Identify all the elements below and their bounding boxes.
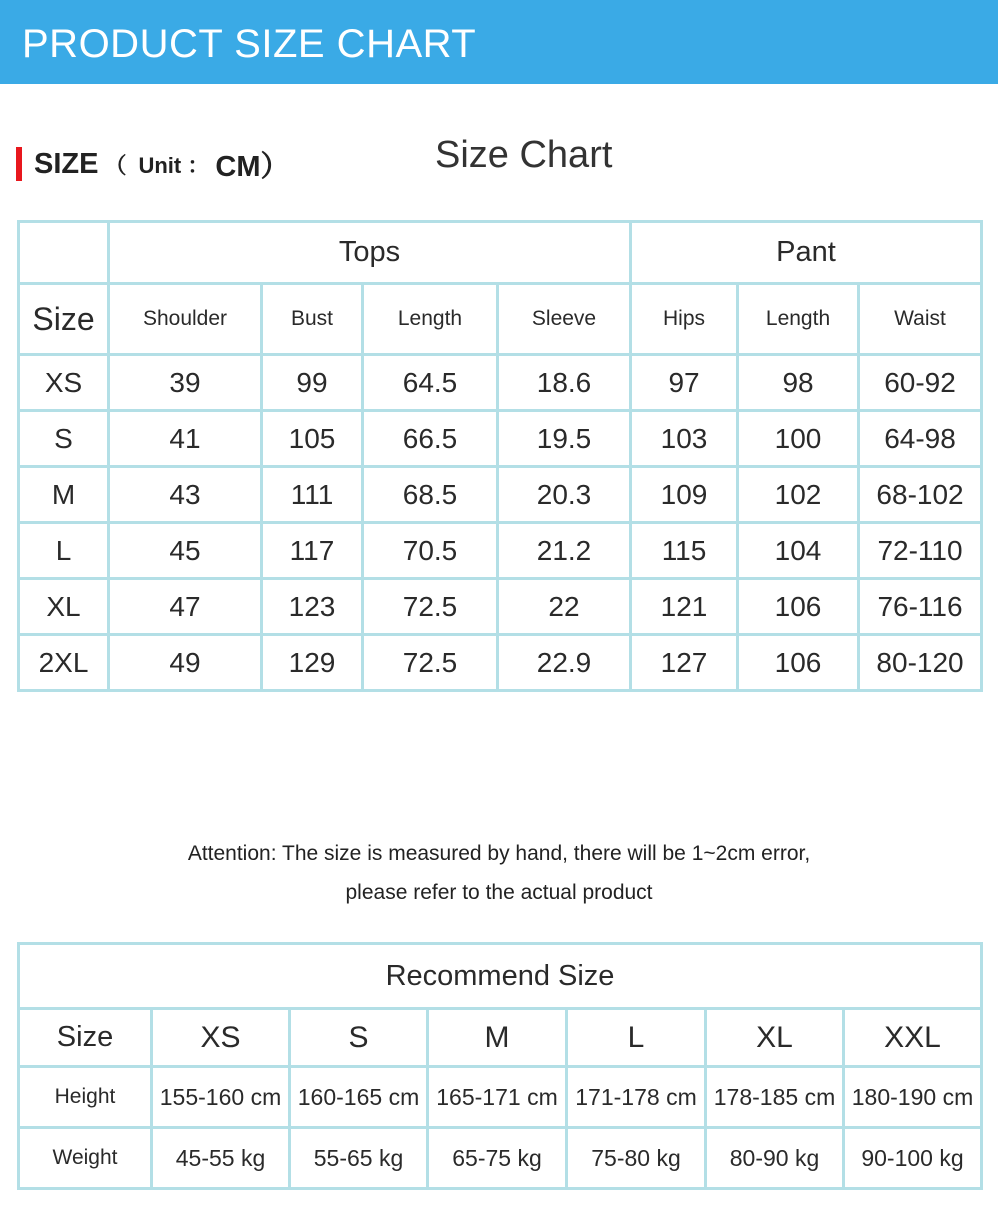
cell-shoulder: 43 xyxy=(109,467,262,523)
col-hips: Hips xyxy=(631,284,738,355)
cell-sleeve: 22 xyxy=(498,579,631,635)
rec-col-l: L xyxy=(567,1009,706,1067)
chart-title: Size Chart xyxy=(435,134,613,176)
cell-shoulder: 39 xyxy=(109,355,262,411)
height-row xyxy=(19,1067,982,1128)
cell-hips: 115 xyxy=(631,523,738,579)
table-row xyxy=(19,355,982,411)
weight-row xyxy=(19,1128,982,1189)
col-bust: Bust xyxy=(262,284,363,355)
col-shoulder: Shoulder xyxy=(109,284,262,355)
cell-shoulder: 47 xyxy=(109,579,262,635)
col-sleeve: Sleeve xyxy=(498,284,631,355)
height-cell: 160-165 cm xyxy=(290,1067,428,1128)
cell-size: M xyxy=(19,467,109,523)
group-pant: Pant xyxy=(631,222,982,284)
rec-col-size: Size xyxy=(19,1009,152,1067)
unit-open: （ xyxy=(104,152,127,178)
height-cell: 165-171 cm xyxy=(428,1067,567,1128)
cell-waist: 68-102 xyxy=(859,467,982,523)
cell-shoulder: 45 xyxy=(109,523,262,579)
group-tops: Tops xyxy=(109,222,631,284)
height-label: Height xyxy=(19,1067,152,1128)
cell-size: 2XL xyxy=(19,635,109,691)
rec-col-s: S xyxy=(290,1009,428,1067)
size-table xyxy=(17,220,983,692)
height-cell: 171-178 cm xyxy=(567,1067,706,1128)
weight-cell: 75-80 kg xyxy=(567,1128,706,1189)
cell-bust: 117 xyxy=(262,523,363,579)
rec-col-xl: XL xyxy=(706,1009,844,1067)
cell-hips: 127 xyxy=(631,635,738,691)
cell-top-length: 66.5 xyxy=(363,411,498,467)
banner-title: PRODUCT SIZE CHART xyxy=(22,22,477,66)
weight-label: Weight xyxy=(19,1128,152,1189)
cell-hips: 121 xyxy=(631,579,738,635)
cell-top-length: 64.5 xyxy=(363,355,498,411)
cell-shoulder: 41 xyxy=(109,411,262,467)
col-size: Size xyxy=(19,284,109,355)
cell-bust: 105 xyxy=(262,411,363,467)
cell-hips: 109 xyxy=(631,467,738,523)
cell-pant-length: 104 xyxy=(738,523,859,579)
cell-top-length: 72.5 xyxy=(363,635,498,691)
cell-top-length: 68.5 xyxy=(363,467,498,523)
height-cell: 180-190 cm xyxy=(844,1067,982,1128)
cell-waist: 76-116 xyxy=(859,579,982,635)
cell-size: S xyxy=(19,411,109,467)
col-top-length: Length xyxy=(363,284,498,355)
cell-top-length: 72.5 xyxy=(363,579,498,635)
cell-waist: 72-110 xyxy=(859,523,982,579)
cell-pant-length: 100 xyxy=(738,411,859,467)
unit-label: Unit ： xyxy=(138,152,210,178)
height-cell: 155-160 cm xyxy=(152,1067,290,1128)
cell-hips: 97 xyxy=(631,355,738,411)
column-header-row xyxy=(19,284,982,355)
table-row xyxy=(19,579,982,635)
cell-pant-length: 106 xyxy=(738,635,859,691)
cell-pant-length: 106 xyxy=(738,579,859,635)
cell-shoulder: 49 xyxy=(109,635,262,691)
cell-bust: 99 xyxy=(262,355,363,411)
cell-sleeve: 22.9 xyxy=(498,635,631,691)
rec-col-xxl: XXL xyxy=(844,1009,982,1067)
attention-line-1: Attention: The size is measured by hand, there will be 1~2cm error, xyxy=(187,842,811,865)
cell-hips: 103 xyxy=(631,411,738,467)
rec-col-xs: XS xyxy=(152,1009,290,1067)
cell-waist: 64-98 xyxy=(859,411,982,467)
cell-waist: 60-92 xyxy=(859,355,982,411)
group-header-row xyxy=(19,222,982,284)
cell-sleeve: 19.5 xyxy=(498,411,631,467)
col-waist: Waist xyxy=(859,284,982,355)
cell-sleeve: 21.2 xyxy=(498,523,631,579)
unit-value: CM） xyxy=(215,150,290,183)
col-pant-length: Length xyxy=(738,284,859,355)
weight-cell: 80-90 kg xyxy=(706,1128,844,1189)
cell-size: XL xyxy=(19,579,109,635)
recommend-title-row xyxy=(19,944,982,1009)
cell-waist: 80-120 xyxy=(859,635,982,691)
cell-bust: 129 xyxy=(262,635,363,691)
size-unit-label xyxy=(16,146,289,182)
cell-pant-length: 102 xyxy=(738,467,859,523)
recommend-title: Recommend Size xyxy=(19,944,982,1009)
rec-col-m: M xyxy=(428,1009,567,1067)
attention-line-2: please refer to the actual product xyxy=(345,881,653,904)
size-label-text: SIZE xyxy=(34,147,99,180)
weight-cell: 65-75 kg xyxy=(428,1128,567,1189)
corner-cell xyxy=(19,222,109,284)
cell-bust: 111 xyxy=(262,467,363,523)
cell-bust: 123 xyxy=(262,579,363,635)
cell-sleeve: 20.3 xyxy=(498,467,631,523)
recommend-table xyxy=(17,942,983,1190)
table-row xyxy=(19,523,982,579)
weight-cell: 90-100 kg xyxy=(844,1128,982,1189)
recommend-header-row xyxy=(19,1009,982,1067)
cell-sleeve: 18.6 xyxy=(498,355,631,411)
accent-bar xyxy=(16,147,22,181)
header-banner xyxy=(0,0,998,84)
weight-cell: 45-55 kg xyxy=(152,1128,290,1189)
table-row xyxy=(19,467,982,523)
cell-top-length: 70.5 xyxy=(363,523,498,579)
weight-cell: 55-65 kg xyxy=(290,1128,428,1189)
table-row xyxy=(19,635,982,691)
height-cell: 178-185 cm xyxy=(706,1067,844,1128)
cell-pant-length: 98 xyxy=(738,355,859,411)
cell-size: L xyxy=(19,523,109,579)
table-row xyxy=(19,411,982,467)
cell-size: XS xyxy=(19,355,109,411)
